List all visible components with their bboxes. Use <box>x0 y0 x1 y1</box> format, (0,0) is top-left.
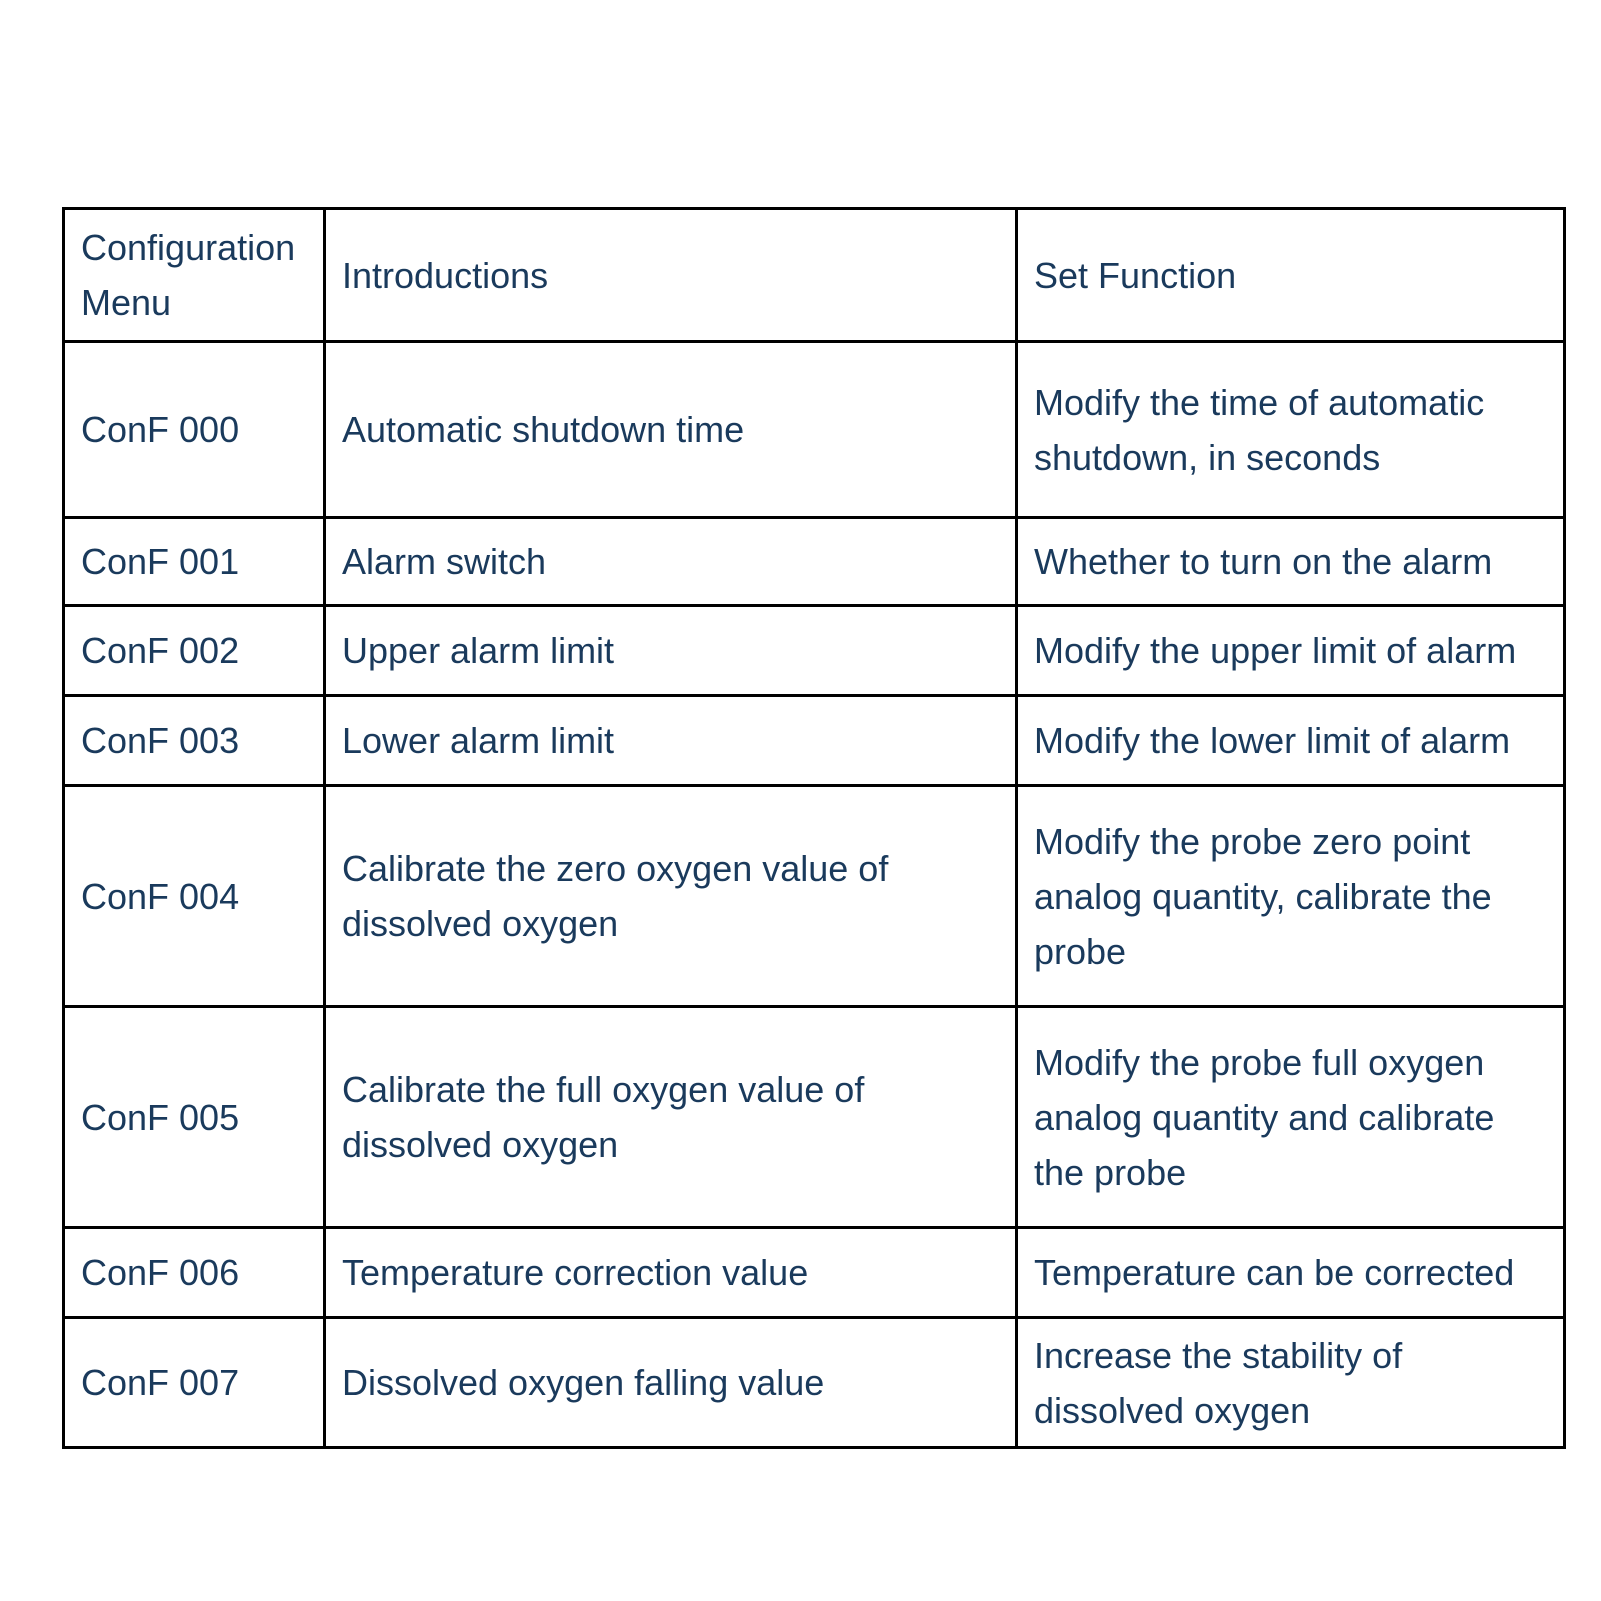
row-func-cell: Modify the time of automatic shutdown, in seconds <box>1017 342 1565 518</box>
header-introductions: Introductions <box>325 209 1017 342</box>
row-intro-cell: Alarm switch <box>325 518 1017 606</box>
row-intro-cell: Temperature correction value <box>325 1228 1017 1318</box>
row-menu-cell: ConF 005 <box>64 1007 325 1228</box>
table-row <box>64 696 1565 786</box>
row-menu-cell: ConF 007 <box>64 1318 325 1448</box>
row-func-cell: Modify the lower limit of alarm <box>1017 696 1565 786</box>
row-func-cell: Modify the probe full oxygen analog quantity and calibrate the probe <box>1017 1007 1565 1228</box>
row-menu-cell: ConF 001 <box>64 518 325 606</box>
row-menu-cell: ConF 000 <box>64 342 325 518</box>
table-row <box>64 786 1565 1007</box>
row-intro-cell: Automatic shutdown time <box>325 342 1017 518</box>
table-row <box>64 606 1565 696</box>
row-intro-cell: Upper alarm limit <box>325 606 1017 696</box>
row-menu-cell: ConF 004 <box>64 786 325 1007</box>
table-header-row <box>64 209 1565 342</box>
row-intro-cell: Calibrate the zero oxygen value of dissolved oxygen <box>325 786 1017 1007</box>
row-func-cell: Increase the stability of dissolved oxygen <box>1017 1318 1565 1448</box>
row-intro-cell: Calibrate the full oxygen value of dissolved oxygen <box>325 1007 1017 1228</box>
row-func-cell: Whether to turn on the alarm <box>1017 518 1565 606</box>
table-row <box>64 342 1565 518</box>
configuration-table <box>62 207 1566 1449</box>
row-func-cell: Modify the upper limit of alarm <box>1017 606 1565 696</box>
header-set-function: Set Function <box>1017 209 1565 342</box>
row-menu-cell: ConF 002 <box>64 606 325 696</box>
table-row <box>64 518 1565 606</box>
table-row <box>64 1007 1565 1228</box>
row-menu-cell: ConF 006 <box>64 1228 325 1318</box>
table-row <box>64 1318 1565 1448</box>
row-func-cell: Temperature can be corrected <box>1017 1228 1565 1318</box>
row-intro-cell: Dissolved oxygen falling value <box>325 1318 1017 1448</box>
row-intro-cell: Lower alarm limit <box>325 696 1017 786</box>
header-configuration-menu: Configuration Menu <box>64 209 325 342</box>
row-func-cell: Modify the probe zero point analog quantity, calibrate the probe <box>1017 786 1565 1007</box>
table-row <box>64 1228 1565 1318</box>
row-menu-cell: ConF 003 <box>64 696 325 786</box>
